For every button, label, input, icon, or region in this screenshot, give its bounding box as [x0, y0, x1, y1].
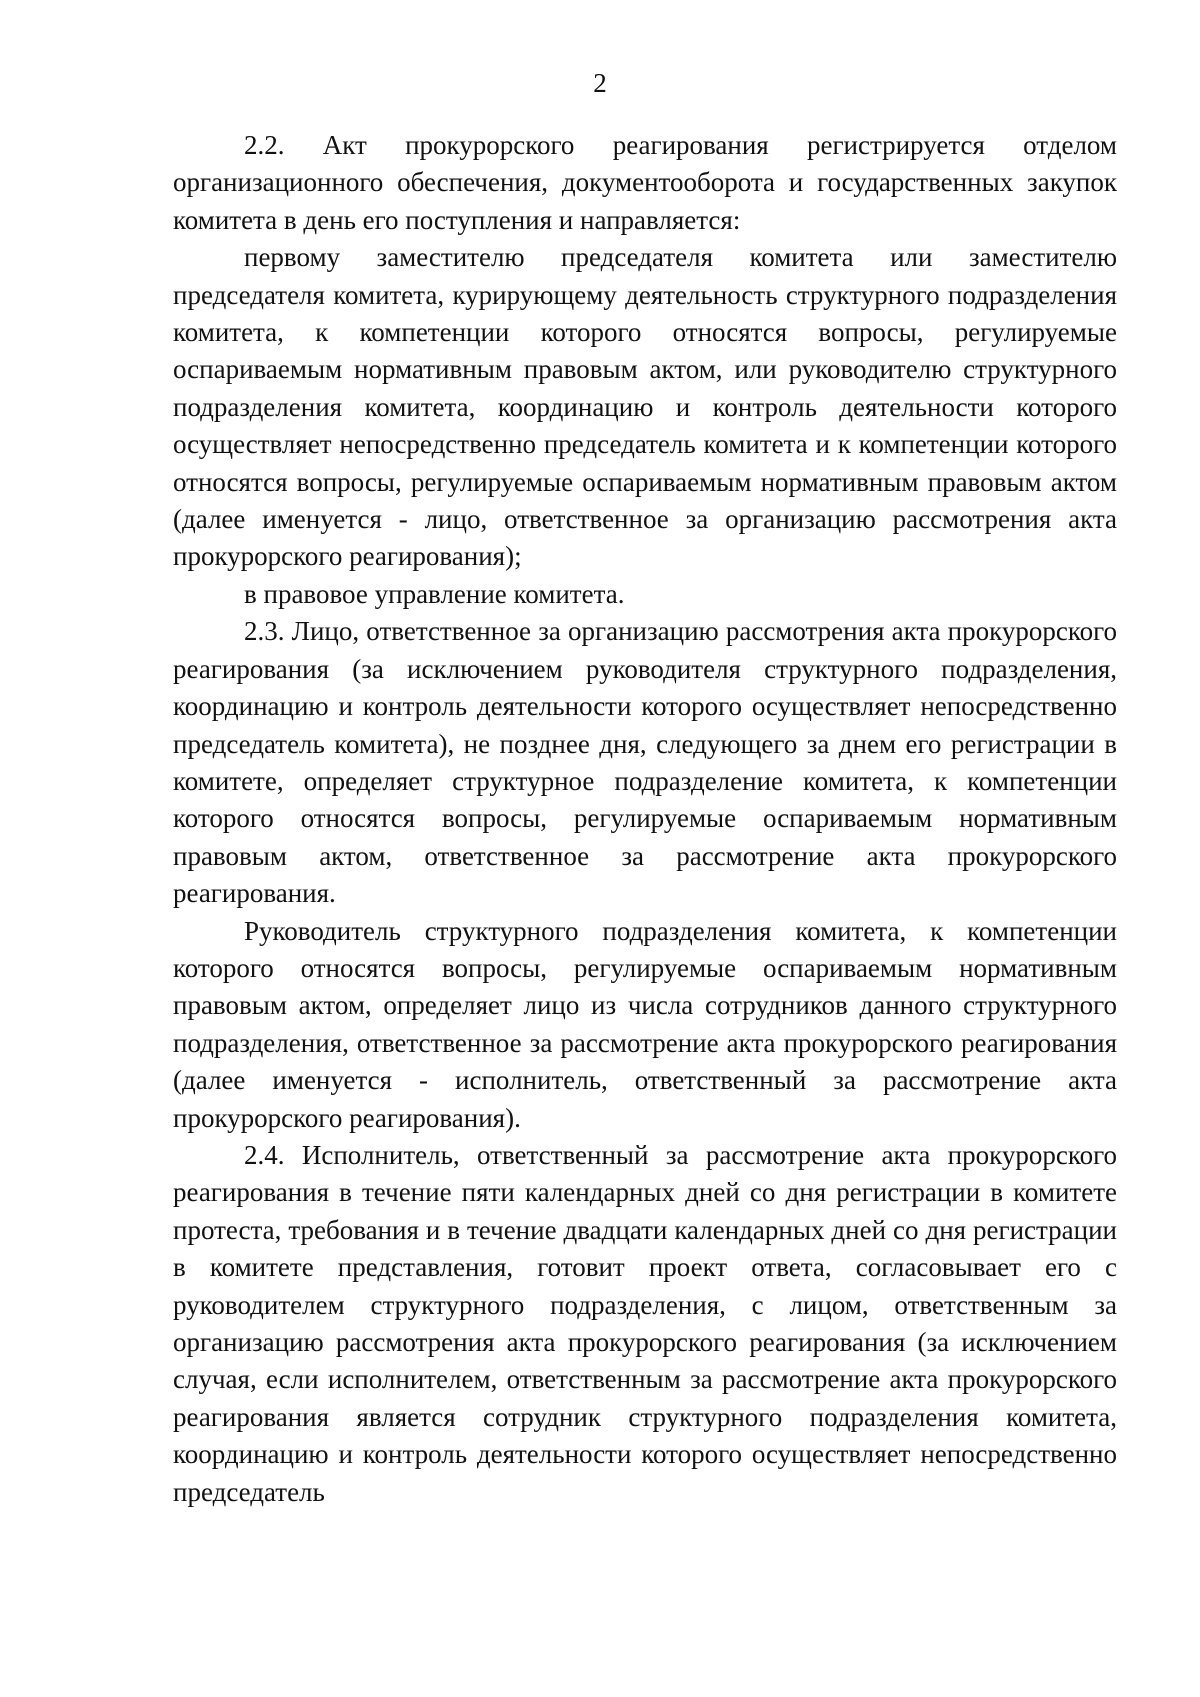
paragraph-2-4: 2.4. Исполнитель, ответственный за рассмотрение акта прокурорского реагирования в течение пяти календарных дней со дня регистрации в комитете протеста, требования и в течение двадцати календарных дней со дня регистрации в комитете представления, готовит проект ответа, согласовывает его с руководителем структурного подразделения, с лицом, ответственным за организацию рассмотрения акта прокурорского реагирования (за исключением случая, если исполнителем, ответственным за рассмотрение акта прокурорского реагирования является сотрудник структурного подразделения комитета, координацию и контроль деятельности которого осуществляет непосредственно председатель — [173, 1139, 1117, 1507]
paragraph-2-3: 2.3. Лицо, ответственное за организацию рассмотрения акта прокурорского реагирования (за исключением руководителя структурного подразделения, координацию и контроль деятельности которого осуществляет непосредственно председатель комитета), не позднее дня, следующего за днем его регистрации в комитете, определяет структурное подразделение комитета, к компетенции которого относятся вопросы, регулируемые оспариваемым нормативным правовым актом, ответственное за рассмотрение акта прокурорского реагирования. — [173, 616, 1117, 909]
paragraph-2-2: 2.2. Акт прокурорского реагирования регистрируется отделом организационного обеспечения, документооборота и государственных закупок комитета в день его поступления и направляется: — [173, 130, 1117, 235]
document-body — [173, 127, 1117, 1511]
paragraph-recipients: первому заместителю председателя комитета или заместителю председателя комитета, курирующему деятельность структурного подразделения комитета, к компетенции которого относятся вопросы, регулируемые оспариваемым нормативным правовым актом, или руководителю структурного подразделения комитета, координацию и контроль деятельности которого осуществляет непосредственно председатель комитета и к компетенции которого относятся вопросы, регулируемые оспариваемым нормативным правовым актом (далее именуется - лицо, ответственное за организацию рассмотрения акта прокурорского реагирования); — [173, 242, 1117, 572]
page-number: 2 — [593, 68, 607, 98]
paragraph-head-of-unit: Руководитель структурного подразделения комитета, к компетенции которого относятся вопросы, регулируемые оспариваемым нормативным правовым актом, определяет лицо из числа сотрудников данного структурного подразделения, ответственное за рассмотрение акта прокурорского реагирования (далее именуется - исполнитель, ответственный за рассмотрение акта прокурорского реагирования). — [173, 915, 1117, 1133]
paragraph-legal-department: в правовое управление комитета. — [244, 578, 625, 609]
